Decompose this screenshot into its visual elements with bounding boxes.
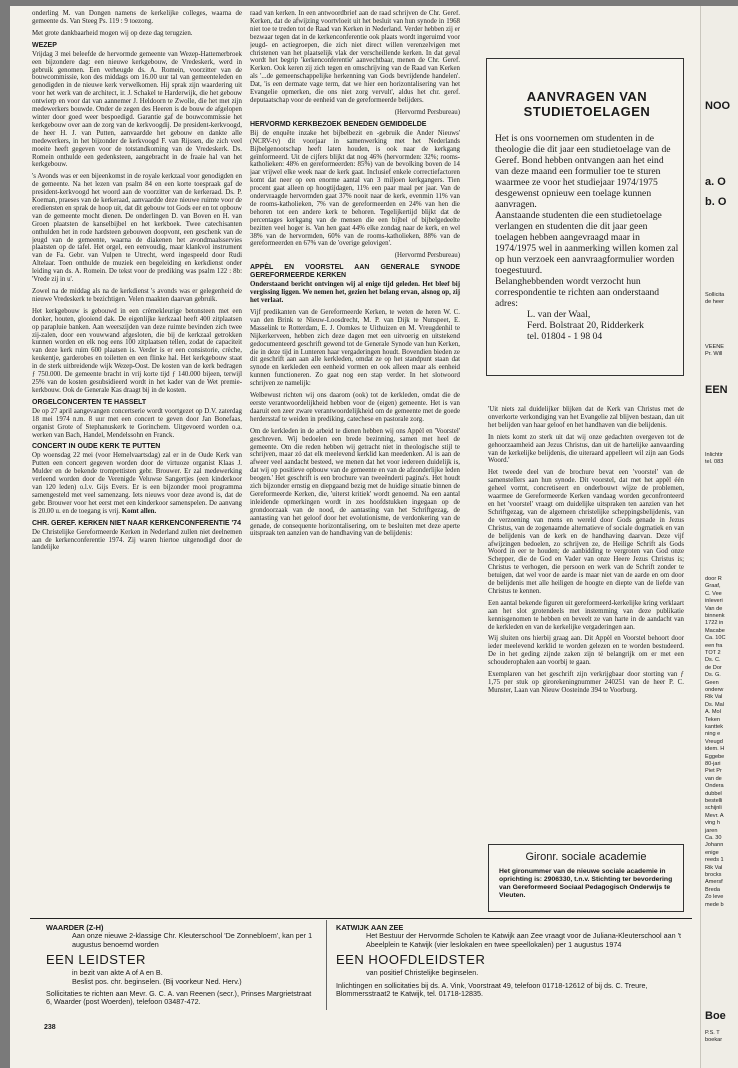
box-body xyxy=(495,133,679,342)
sociale-academie-box xyxy=(488,844,684,912)
paragraph: 's Avonds was er een bijeenkomst in de royale kerkzaal voor genodigden en de gemeente. Na het lezen van psalm 84 en een korte toespraak gaf de president-kerkvoogd het woord aan de voorzitter van de kerkeraad. Ds. P. Koeman, praeses van de kerkeraad, aanvaardde deze nieuwe ruimte voor de erediensten en sprak de hoop uit, dat dit gebouw tot Gods eer en tot opbouw van de gemeente mocht dienen. De onderlingen D. van Boven en H. van Groen plaatsten de kanselbijbel en het kerkboek. Twee catechisanten onthulden het in rode hardsteen gebouwen doopvont, een geschenk van de jeugd van de gemeente, waarna de diakenen het avondmaalsservies plaatsten op de tafel. Het orgel, een eenvoudig, maar klankvol instrument van de Fa. Gebr. van Vulpen te Utrecht, werd ingespeeld door Rudi Altelaar. Toen onthulde de muziek een begeleiding en kerkdienst onder leiding van ds. A. Romein. De tekst voor de prediking was psalm 122 : 8b: 'Vrede zij in u'. xyxy=(32,173,242,284)
box-title: AANVRAGEN VAN STUDIETOELAGEN xyxy=(523,89,651,119)
editor-note: Onderstaand bericht ontvingen wij al enige tijd geleden. Het bleef bij vergissing liggen. We nemen het, gezien het belang ervan, alsnog op, zij het verlaat. xyxy=(250,281,460,305)
paragraph: Zowel na de middag als na de kerkdienst 's avonds was er gelegenheid de nieuwe Vredeskerk te bezichtigen. Velen maakten daarvan gebruik. xyxy=(32,288,242,303)
ad-text: Aan onze nieuwe 2-klassige Chr. Kleuterschool 'De Zonnebloem', kan per 1 augustus benoemd worden xyxy=(72,931,313,949)
edge-fragment: reeds 1 xyxy=(705,857,724,864)
ad-divider xyxy=(30,918,692,919)
edge-fragment: ning e xyxy=(705,731,721,738)
column-3 xyxy=(488,406,684,844)
paragraph: Vijf predikanten van de Gereformeerde Kerken, te weten de heren W. C. van den Brink te Nieuw-Loosdrecht, M. P. van Dijk te Nunspeet, E. Masselink te Rotterdam, E. J. Oomkes te Uithuizen en M. Vreugdenhil te Nijkerkerveen, hebben zich deze dagen met een uitvoerig en uitstekend gedocumenteerd geschrift gewend tot de Generale Synode van hun Kerken, die in deze tijd in Lunteren haar vergaderingen houdt. Bovendien bieden ze dit geschrift aan aan alle kerkleden, omdat ze op het standpunt staan dat synode en kerkleden een eenheid vormen en ook alleen maar als eenheid kunnen functioneren. Zo gaat nog een stap verder. In het slotwoord schrijven ze namelijk: xyxy=(250,309,460,388)
edge-fragment: P.S. T xyxy=(705,1030,720,1036)
edge-fragment: Johann xyxy=(705,842,724,849)
edge-fragment: Geen xyxy=(705,679,719,686)
ad-text: Inlichtingen en sollicitaties bij ds. A. Vink, Voorstraat 49, telefoon 01718-12612 of bij ds. C. Treure, Blommersstraat2 te Katwijk, tel. 01718-12835. xyxy=(336,980,648,999)
ad-text: Het Bestuur der Hervormde Scholen te Katwijk aan Zee vraagt voor de Juliana-Kleuterschool aan 't Abeelplein te Katwijk (vier leslokalen en twee speellokalen) per 1 augustus 1974 xyxy=(366,931,681,949)
edge-fragment: NOO xyxy=(705,100,731,112)
magazine-page xyxy=(10,6,700,1068)
edge-fragment: Rik Val xyxy=(705,864,723,871)
edge-fragment: schijnli xyxy=(705,805,722,812)
edge-fragment: EEN xyxy=(705,384,728,396)
column-2 xyxy=(250,10,460,860)
edge-fragment: door R xyxy=(705,576,722,582)
address-line: tel. 01804 - 1 98 04 xyxy=(527,331,603,342)
edge-fragment: tel. 083 xyxy=(705,459,724,466)
edge-fragment: C. Vee xyxy=(705,590,722,597)
paragraph: In niets komt zo sterk uit dat wij onze gedachten overgeven tot de gehoorzaamheid aan Jezus Christus, dan uit de hartelijke aanvaarding van de kerkelijke belijdenis, die uiteraard appelleert wil zijn aan Gods Woord.' xyxy=(488,433,684,465)
edge-fragment: a. O xyxy=(705,176,726,188)
paragraph xyxy=(32,452,242,515)
ad-text: Sollicitaties te richten aan Mevr. G. C. A. van Reenen (secr.), Prinses Margrietstraat 6, Waarder (post Woerden), telefoon 03487-472. xyxy=(46,989,312,1007)
paragraph-text: Op woensdag 22 mei (voor Hemelvaartsdag) zal er in de Oude Kerk van Putten een concert gegeven worden door de virtuoze organist Klaas J. Mulder en de bekende trompettisten gebr. Brouwer. Er zal medewerking verleend worden door de Verenigde Veluwse Sangertjes (een kinderkoor van 120 leden) o.l.v. Gijs Evers. Er is een bijzonder mooi programma samengesteld met veel samenzang. Iets nieuws voor deze avond is, dat de gebr. Brouwer voor het eerst met een kinderkoor samenspelen. De aanvang is 20.00 u. en de toegang is vrij. xyxy=(32,452,242,515)
paragraph: Het kerkgebouw is gebouwd in een crèmekleurige betonsteen met een donker, houten, glooiend dak. De eigenlijke kerkzaal heeft 400 zitplaatsen op parapluie banken. Aan weerszijden van deze ruimte bevinden zich twee zij-zalen, door een vouwwand afgesloten, die bij de kerkzaal getrokken kunnen worden en elk nog eens 100 zitplaatsen tellen, zodat de capaciteit van deze kerk ruim 600 plaatsen is. Verder is er een consistorie, crèche, keukentje, garderobes en toiletten en een flinke hal. Het kerkgebouw staat in de sterk uitbreidende wijk Wezep-Oost. De kosten van de kerk bedragen ƒ 750.000. De gemeente bracht in vrij korte tijd ƒ 140.000 bijeen, terwijl 25% van de kosten gesubsidieerd wordt in het kader van de Wet premie-kerkbouw. Ook de Generale Kas draagt bij in de kosten. xyxy=(32,307,242,394)
edge-fragment: de heer xyxy=(705,299,724,306)
edge-fragment: VEENE xyxy=(705,344,724,350)
paragraph: 'Uit niets zal duidelijker blijken dat de Kerk van Christus met de onverkorte verkondiging van het Evangelie zal blijven bestaan, dan uit het belijden van haar geloof en het handhaven van die belijdenis. xyxy=(488,406,684,429)
edge-fragment: boekar xyxy=(705,1037,723,1044)
ad-waarder xyxy=(46,924,314,1007)
source-credit: (Hervormd Persbureau) xyxy=(394,108,460,116)
edge-fragment: Rik Val xyxy=(705,694,723,701)
page-number: 238 xyxy=(44,1024,56,1031)
edge-fragment: Piet Pr xyxy=(705,768,722,775)
paragraph: Exemplaren van het geschrift zijn verkrijgbaar door storting van ƒ 1,75 per stuk op girorekeningnummer 240251 van de heer P. C. Munster, Laan van Nieuw Oosteinde 394 te Voorburg. xyxy=(488,671,684,694)
article-heading: CHR. GEREF. KERKEN NIET NAAR KERKENCONFERENTIE '74 xyxy=(32,519,241,527)
edge-fragment: ving h xyxy=(705,820,720,827)
edge-fragment: Ds. C. xyxy=(705,657,721,664)
column-1 xyxy=(32,10,242,860)
paragraph: raad van kerken. In een antwoordbrief aan de raad schrijven de Chr. Geref. Kerken, dat de afwijzing voortvloeit uit het besluit van hun synode in 1968 niet toe te treden tot de Raad van Kerken in Nederland. Verder hebben zij er bezwaar tegen dat in de kerkenconferentie ook plaats wordt ingeruimd voor jeugd- en actiegroepen, die zich niet direct willen verenzelvigen met christenen van het plaatselijk vlak der verscheillende kerken. In dat geval wordt het begrip 'kerkenconferentie' aanvechtbaar, menen de Chr. Geref. Kerken. Ook keren zij zich tegen en omschrijving van de Raad van Kerken als '...de gemeenschappelijke herkenning van Gods bevrijdende handelen'. Dat, 'is een dermate vage term, dat we hier een horizontalisering van het Evangelie opmerken, die ons niet zorg vervult', aldus het chr. geref. deputaatschap voor de eenheid van de gereformeerde belijders. xyxy=(250,10,460,104)
paragraph: De op 27 april aangevangen concertserie wordt voortgezet op D.V. zaterdag 18 mei 1974 n.m. 8 uur met een concert te geven door Jan Bonefaas, organist Grote of Stephanuskerk te Gorinchem. Uitgevoerd worden o.a. werken van Bach, Handel, Mendelssohn en Franck. xyxy=(32,407,242,439)
paragraph: Bij de enquête inzake het bijbelbezit en -gebruik die Ander Nieuws' (NCRV-tv) dit voorjaar in samenwerking met het Nederlands Bijbelgenootschap heeft laten houden, is ook naar de kerkgang geïnformeerd. Uit de cijfers blijkt dat nog 46% (hervormden: 32%; rooms-katholieken: 48% en gereformeerden: 85%) van de bevolking boven de 14 jaar vrijwel elke week naar de kerk gaat. Inclusief enkele correctiefactoren komt dat neer op een enorme aantal van 3 miljoen kerkgangers. Tien procent gaat alleen op hoogtijdagen, 11% een paar maal per jaar. Van de ondervraagde hervormden gaat 37% nooit naar de kerk, evenmin 11% van de rooms-katholieken, 7% van de gereformeerden en 24% van hen die behoren tot een andere kerk te behoren. Tegelijkertijd blijkt dat de percentages kerkgang van de mensen die een bijbel of bijbelgedeelte bezitten veel hoger is. Van hen gaat 44% elke zondag naar de kerk, en wel 38% van de hervormden, 60% van de rooms-katholieken, 88% van de gereformeerden en 67% van de 'overige gelovigen'. xyxy=(250,129,460,248)
ad-text: Beslist pos. chr. beginselen. (Bij voorkeur Ned. Herv.) xyxy=(72,976,242,986)
edge-fragment: Van de xyxy=(705,605,723,612)
edge-fragment: inleveri xyxy=(705,598,723,605)
article-heading: CONCERT IN OUDE KERK TE PUTTEN xyxy=(32,443,161,451)
ad-headline: EEN LEIDSTER xyxy=(46,952,146,968)
paragraph: onderling M. van Dongen namens de kerkelijke colleges, waarna de gemeente ds. Van Steeg Ps. 119 : 9 toezong. xyxy=(32,10,242,25)
emphasis-text: Komt allen. xyxy=(121,507,157,515)
edge-fragment: Pr. Will xyxy=(705,351,723,358)
article-heading: APPÈL EN VOORSTEL AAN GENERALE SYNODE GEREFORMEERDE KERKEN xyxy=(250,264,460,280)
box-paragraph: Het is ons voornemen om studenten in de theologie die dit jaar een studietoelage van de Geref. Bond hebben ontvangen aan het eind van deze maand een formulier toe te sturen waarmee ze voor het studiejaar 1974/1975 desgewenst opnieuw een toelage kunnen aanvragen. xyxy=(495,133,671,210)
article-heading: WEZEP xyxy=(32,41,57,49)
ad-text: in bezit van akte A of A en B. xyxy=(72,968,163,978)
paragraph: Met grote dankbaarheid mogen wij op deze dag terugzien. xyxy=(32,29,193,37)
edge-fragment: b. O xyxy=(705,196,727,208)
box-title: Gironr. sociale academie xyxy=(525,851,647,863)
paragraph: Het tweede deel van de brochure bevat een 'voorstel' van de samenstellers aan hun synode. Dit voorstel, dat met het appèl één geheel vormt, concretiseert en onderbouwt wijze de problemen, waarmee de Gereformeerde Kerken vandaag worden geconfronteerd en het 'voorstel' vraagt om duidelijke uitspraken ten aanzien van het Schriftgezag, van de algemeen christelijke scheppingsbelijdenis, van de verzoening van mens en wereld door Gods genade in Jezus Christus, van de zogenaamde alternatieve of sociale dogmatiek en van de belijdenis van de kerk en de handhaving daarvan. Deze vijf afwijzingen bedoelen, zo schrijven ze, de Heilige Schrift als Gods Woord in eer te houden; de aanbidding te vergroten van God onze Schepper, die de God en Vader van onze Heere Jezus Christus is; Christus te verhogen, die persoon en werk van de Schrift zonder te betuigen, dat wel voor de aarde is maar niet van de aarde en om door de belijdenis met alle heiligen de hoogte en diepte van de liefde van Christus te kennen. xyxy=(488,469,684,595)
paragraph: Welbewust richten wij ons daarom (ook) tot de kerkleden, omdat die de eerste verantwoordelijkheid hebben voor de (eigen) gemeente. Het is van daaruit een zeer zware verantwoordelijkheid om de gemeente met de goede herdersstaf te weiden in prediking, catechese en pastorale zorg. xyxy=(250,392,460,423)
edge-fragment: Ca. 10C xyxy=(705,635,726,642)
studietoelagen-notice-box xyxy=(486,58,684,376)
source-credit: (Hervormd Persbureau) xyxy=(394,252,460,260)
edge-fragment: bestelli xyxy=(705,798,723,804)
article-heading: HERVORMD KERKBEZOEK BENEDEN GEMIDDELDE xyxy=(250,120,427,128)
edge-fragment: A. Mol xyxy=(705,709,721,716)
edge-fragment: van de xyxy=(705,775,722,782)
edge-fragment: Ds. Mal xyxy=(705,701,724,708)
edge-fragment: Eggebe xyxy=(705,753,725,760)
ad-column-divider xyxy=(326,920,327,1010)
edge-fragment: de Dor xyxy=(705,664,722,671)
ad-place: WAARDER (Z-H) xyxy=(46,923,104,932)
edge-fragment: Breda xyxy=(705,886,720,893)
address-line: L. van der Waal, xyxy=(527,309,591,320)
edge-fragment: Inlichtir xyxy=(705,452,723,458)
paragraph: Om de kerkleden in de arbeid te dienen hebben wij ons Appèl en 'Voorstel' geschreven. Wij bedoelen een brede bezinning, samen met heel de gemeente. Om die reden hebben wij getracht niet in theologische stijl te schrijven, maar zó dat elk meelevend kerklid kan meedenken. Al is aan de afweer veel aandacht besteed, we menen dat het voor iedereen duidelijk is, dat wij op positieve opbouw van de gemeente en van de afzonderlijke leden beogen.' Het geschrift is een brochure van tweeënderti pagina's. Het houdt zich bijzonder ernstig en diepgaand bezig met de huidige situatie binnen de Gereformeerde Kerken, die, 'uiterst kritiek' wordt genoemd. Na een aantal inleidende opmerkingen wordt in zes hoofdstukken ingegaan op de grondoorzaak van de nood, de aantasting van het Schriftgezag, de aantasting van het geloof door het evolutionisme, de verdonkering van de genade, de consequente horizontalisering, om te besluiten met deze aperte uitspraak ten aanzien van de handhaving van de belijdenis: xyxy=(250,427,460,538)
edge-fragment: Sollicita xyxy=(705,292,725,298)
box-paragraph: Aanstaande studenten die een studietoelage verlangen en studenten die dit jaar geen toelagen hebben aangevraagd maar in 1974/1975 wel in aanmerking willen komen zal op hun verzoek een aanvraagformulier worden toegestuurd. xyxy=(495,210,679,276)
edge-fragment: TOT 2 xyxy=(705,650,721,656)
adjacent-page-edge xyxy=(700,6,738,1068)
address-line: Ferd. Bolstraat 20, Ridderkerk xyxy=(527,320,644,331)
ad-place: KATWIJK AAN ZEE xyxy=(336,923,404,932)
edge-fragment: Macabe xyxy=(705,627,725,634)
edge-fragment: Zo leve xyxy=(705,894,724,901)
edge-fragment: dubbel xyxy=(705,790,722,797)
edge-fragment: Graaf, xyxy=(705,583,721,590)
edge-fragment: 80-jari xyxy=(705,761,721,767)
edge-fragment: Amersf xyxy=(705,879,723,886)
edge-fragment: mede b xyxy=(705,901,724,908)
edge-fragment: Mevr. A xyxy=(705,812,724,819)
edge-fragment: een fra xyxy=(705,642,723,649)
paragraph: De Christelijke Gereformeerde Kerken in Nederland zullen niet deelnemen aan de kerkenconferentie 1974. Zij waren hiertoe uitgenodigd door de landelijke xyxy=(32,528,242,552)
edge-fragment: onderw xyxy=(705,687,724,693)
ad-headline: EEN HOOFDLEIDSTER xyxy=(336,952,486,968)
edge-fragment: kanttek xyxy=(705,724,724,730)
ad-katwijk xyxy=(336,924,686,998)
edge-fragment: Teken xyxy=(705,716,720,723)
edge-fragment: enige xyxy=(705,849,719,856)
edge-fragment: Boe xyxy=(705,1010,726,1022)
edge-fragment: binnenk xyxy=(705,613,725,619)
edge-fragment: Ca. 30 xyxy=(705,835,722,841)
edge-fragment: Vreugd xyxy=(705,738,723,745)
edge-fragment: brocks xyxy=(705,872,722,878)
paragraph: Een aantal bekende figuren uit gereformeerd-kerkelijke kring verklaart aan het slot grotendeels met instemming van deze publikatie kennisgenomen te hebben en beveelt ze van harte in de aandacht van de kerkleden en van de kerkelijke vergaderingen aan. xyxy=(488,599,684,631)
edge-fragment: jaren xyxy=(705,827,718,834)
box-body: Het gironummer van de nieuwe sociale academie in oprichting is: 2906330, t.n.v. Stichting ter bevordering van Gereformeerd Sociaal Pedagogisch Onderwijs te Vleuten. xyxy=(499,868,673,899)
box-paragraph: Belanghebbenden wordt verzocht hun correspondentie te richten aan onderstaand adres: xyxy=(495,276,660,309)
edge-fragment: Ds. G. xyxy=(705,672,721,679)
article-heading: ORGELCONCERTEN TE HASSELT xyxy=(32,398,147,406)
paragraph: Vrijdag 3 mei beleefde de hervormde gemeente van Wezep-Hattemerbroek een bijzondere dag: een nieuwe kerkgebouw, de Vredeskerk, werd in gebruik genomen. Een verheugde ds. A. Romein, voorzitter van de bouwcommissie, kon des middags om 16.00 uur tal van gemeenteleden en genodigden in de nieuwe kerk verwelkomen. Hij sprak zijn waardering uit voor het werk van de architect, ir. J. Schakel te Harderwijk, die het gebouw ontwierp en voor dat van aannemer J. Heldoorn te Zwolle, die het met zijn medewerkers bouwde. Onder de zegen des Heeren is de bouw de afgelopen winter door goed weer bespoedigd. Garantie gaf de bouwcommissie het kerkgebouw over aan de zorg van de kerkvoogdij. De president-kerkvoogd, de heer H. J. van Putten, aanvaardde het gebouw en dankte alle medewerkers, in het bijzonder de kerkvoogd F. van Rijssen, die zich veel moeite heeft gegeven voor de totstandkoming van de Vredeskerk. Ds. Romein onthulde een gedenksteen, aangebracht in de fraaie hal van het kerkgebouw. xyxy=(32,50,242,169)
edge-fragment: Ondera xyxy=(705,783,724,790)
edge-fragment: 1722 in xyxy=(705,620,724,627)
paragraph: Wij sluiten ons hierbij graag aan. Dit Appèl en Voorstel behoort door ieder meelevend kerklid te worden gelezen en te worden bestudeerd. De in het geding zijnde zaken zijn té belangrijk om er met een schouderophalen aan voorbij te gaan. xyxy=(488,635,684,667)
edge-fragment: idem. H xyxy=(705,746,725,753)
ad-text: van positief Christelijke beginselen. xyxy=(366,968,479,978)
